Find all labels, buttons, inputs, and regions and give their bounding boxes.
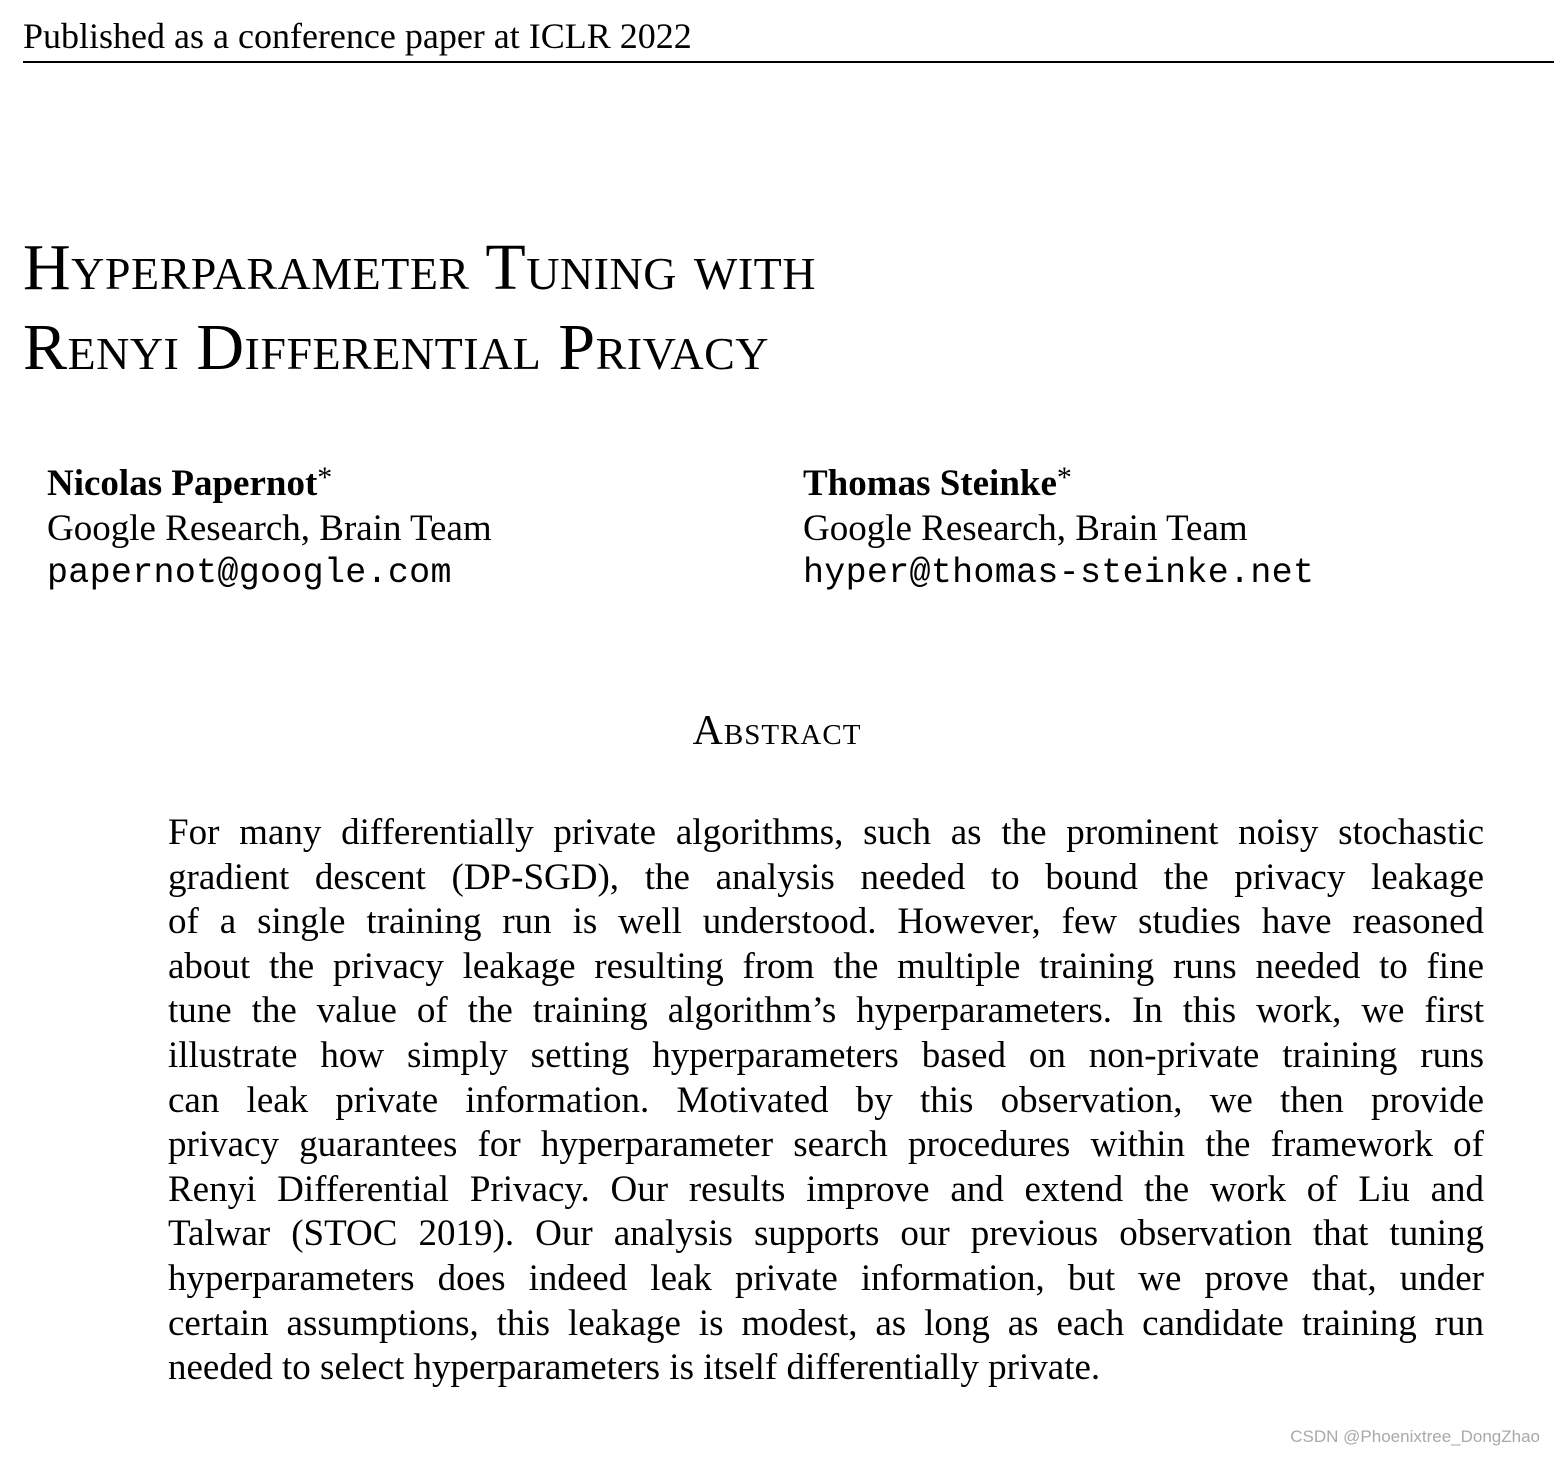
author-block-papernot [47,455,492,596]
author-block-steinke [803,455,1314,596]
abstract-heading: Abstract [692,708,862,754]
author-name: Nicolas Papernot [47,463,318,504]
author-affiliation: Google Research, Brain Team [47,508,492,549]
paper-title [23,228,816,388]
author-email: papernot@google.com [47,553,452,593]
abstract-line: can leak private information. Motivated by this observation, we then provide [168,1079,1484,1121]
paper-title-line-2: Renyi Differential Privacy [23,311,769,384]
abstract-line: needed to select hyperparameters is itself differentially private. [168,1347,1101,1389]
abstract-line: gradient descent (DP-SGD), the analysis needed to bound the privacy leakage [168,856,1484,898]
abstract-line: Renyi Differential Privacy. Our results improve and extend the work of Liu and [168,1168,1484,1210]
author-affiliation: Google Research, Brain Team [803,508,1248,549]
paper-title-line-1: Hyperparameter Tuning with [23,231,816,304]
abstract-line: hyperparameters does indeed leak private information, but we prove that, under [168,1257,1484,1299]
abstract-line: For many differentially private algorithms, such as the prominent noisy stochastic [168,812,1484,853]
abstract-line: of a single training run is well understood. However, few studies have reasoned [168,901,1484,943]
running-head: Published as a conference paper at ICLR 2022 [23,16,692,56]
abstract-line: about the privacy leakage resulting from the multiple training runs needed to fine [168,945,1484,987]
abstract-body [168,811,1484,1391]
abstract-line: tune the value of the training algorithm’s hyperparameters. In this work, we first [168,990,1484,1032]
author-name: Thomas Steinke [803,463,1057,504]
watermark: CSDN @Phoenixtree_DongZhao [1290,1427,1540,1446]
abstract-line: Talwar (STOC 2019). Our analysis supports our previous observation that tuning [168,1213,1484,1255]
author-email: hyper@thomas-steinke.net [803,553,1315,593]
abstract-line: certain assumptions, this leakage is modest, as long as each candidate training run [168,1302,1484,1344]
header-rule [23,61,1554,63]
author-footnote-mark: * [317,461,333,494]
author-footnote-mark: * [1056,461,1072,494]
abstract-line: illustrate how simply setting hyperparameters based on non-private training runs [168,1034,1484,1076]
abstract-line: privacy guarantees for hyperparameter search procedures within the framework of [168,1124,1484,1166]
